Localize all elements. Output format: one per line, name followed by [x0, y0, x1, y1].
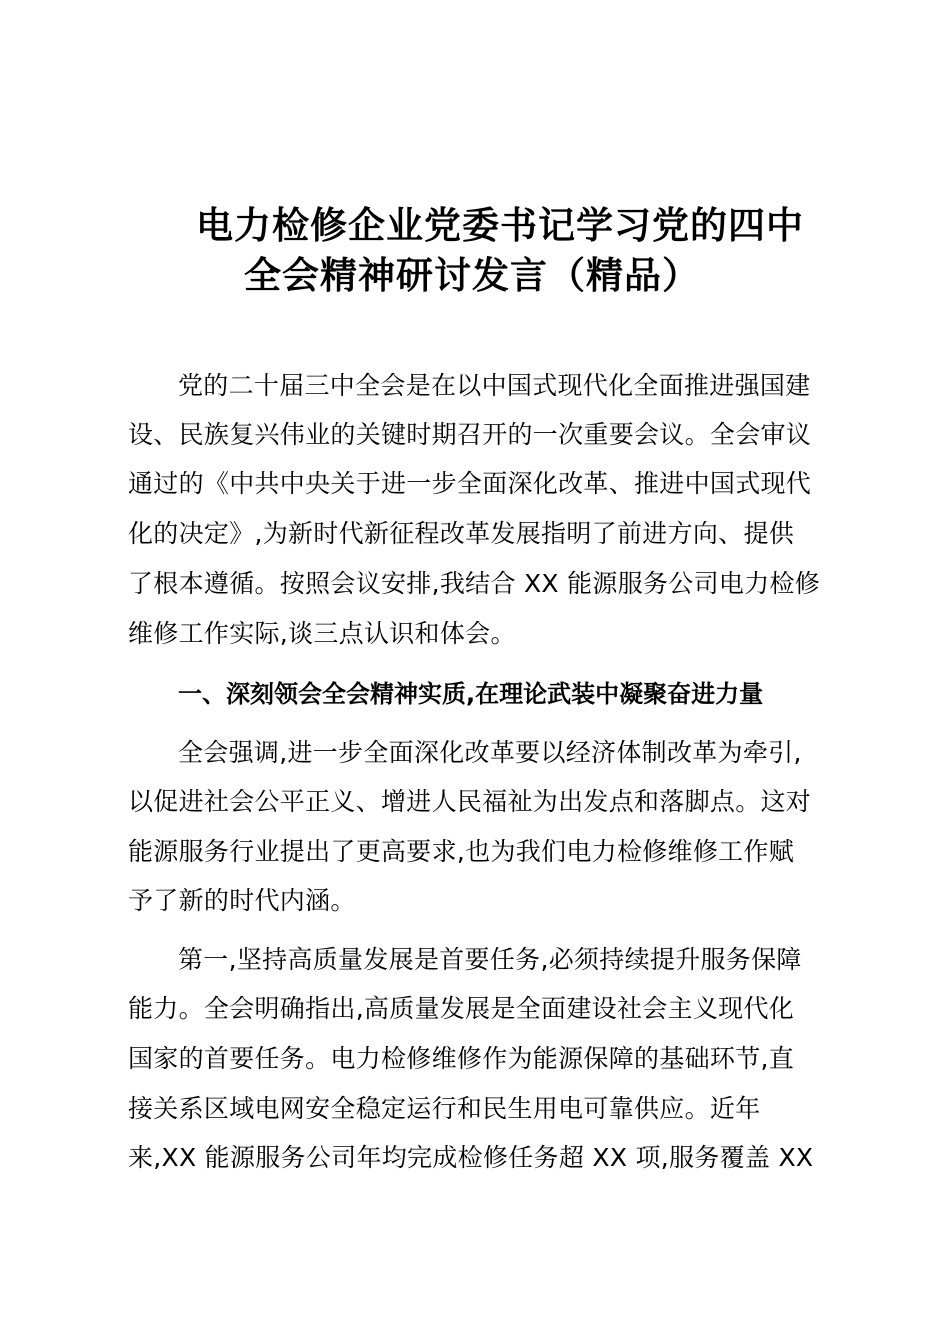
text-line: 来,XX 能源服务公司年均完成检修任务超 XX 项,服务覆盖 XX — [128, 1143, 814, 1172]
text-line: 第一,坚持高质量发展是首要任务,必须持续提升服务保障 — [178, 945, 802, 974]
text-line: 化的决定》,为新时代新征程改革发展指明了前进方向、提供 — [128, 519, 795, 548]
text-line: 以促进社会公平正义、增进人民福祉为出发点和落脚点。这对 — [128, 787, 812, 816]
text-line: 党的二十届三中全会是在以中国式现代化全面推进强国建 — [178, 371, 811, 400]
title-line-2: 全会精神研讨发言（精品） — [244, 254, 700, 297]
text-line: 全会强调,进一步全面深化改革要以经济体制改革为牵引, — [178, 738, 802, 767]
text-line: 国家的首要任务。电力检修维修作为能源保障的基础环节,直 — [128, 1044, 795, 1073]
title-line-1: 电力检修企业党委书记学习党的四中 — [196, 204, 804, 247]
text-line: 设、民族复兴伟业的关键时期召开的一次重要会议。全会审议 — [128, 420, 812, 449]
section-heading: 一、深刻领会全会精神实质,在理论武装中凝聚奋进力量 — [178, 680, 764, 708]
text-line: 接关系区域电网安全稳定运行和民生用电可靠供应。近年 — [128, 1094, 761, 1123]
text-line: 维修工作实际,谈三点认识和体会。 — [128, 619, 516, 648]
text-line: 予了新的时代内涵。 — [128, 886, 356, 915]
text-line: 能力。全会明确指出,高质量发展是全面建设社会主义现代化 — [128, 994, 795, 1023]
text-line: 通过的《中共中央关于进一步全面深化改革、推进中国式现代 — [128, 469, 812, 498]
text-line: 了根本遵循。按照会议安排,我结合 XX 能源服务公司电力检修 — [128, 569, 821, 598]
text-line: 能源服务行业提出了更高要求,也为我们电力检修维修工作赋 — [128, 837, 795, 866]
